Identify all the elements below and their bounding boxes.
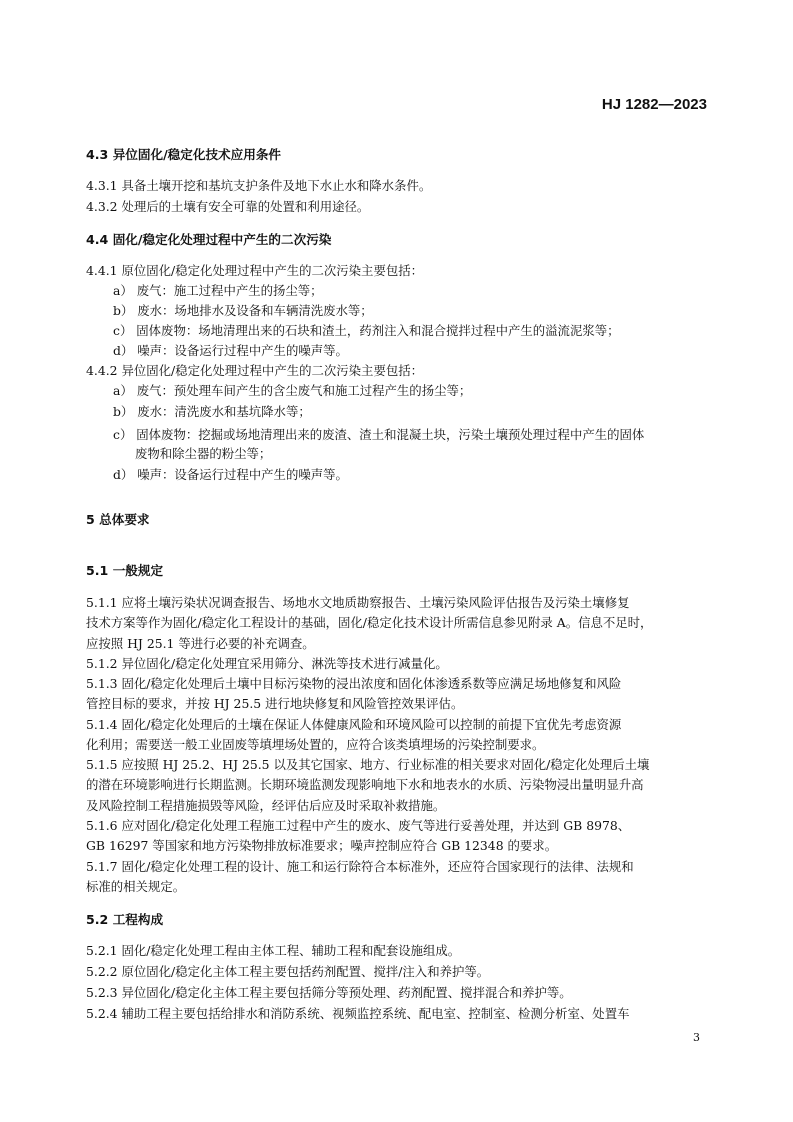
section-heading: 4.4 固化/稳定化处理过程中产生的二次污染 (86, 232, 332, 247)
section-heading: 5.2 工程构成 (86, 912, 164, 927)
clause-line: 5.1.3 固化/稳定化处理后土壤中目标污染物的浸出浓度和固化体渗透系数等应满足场地修复和风险 (86, 676, 622, 691)
list-item: d） 噪声：设备运行过程中产生的噪声等。 (113, 343, 348, 358)
clause-line: 应按照 HJ 25.1 等进行必要的补充调查。 (86, 636, 315, 651)
clause-line: GB 16297 等国家和地方污染物排放标准要求；噪声控制应符合 GB 12348 的要求。 (86, 838, 558, 853)
clause-line: 4.3.1 具备土壤开挖和基坑支护条件及地下水止水和降水条件。 (86, 178, 432, 193)
clause-line: 5.1.7 固化/稳定化处理工程的设计、施工和运行除符合本标准外，还应符合国家现行的法律、法规和 (86, 859, 634, 874)
clause-line: 技术方案等作为固化/稳定化工程设计的基础，固化/稳定化技术设计所需信息参见附录 A。信息不足时， (86, 615, 653, 630)
clause-line: 5.2.1 固化/稳定化处理工程由主体工程、辅助工程和配套设施组成。 (86, 943, 461, 958)
clause-line: 5.1.5 应按照 HJ 25.2、HJ 25.5 以及其它国家、地方、行业标准的相关要求对固化/稳定化处理后土壤 (86, 757, 650, 772)
clause-line: 及风险控制工程措施损毁等风险，经评估后应及时采取补救措施。 (86, 798, 446, 813)
chapter-heading: 5 总体要求 (86, 512, 150, 527)
clause-line: 5.2.2 原位固化/稳定化主体工程主要包括药剂配置、搅拌/注入和养护等。 (86, 964, 490, 979)
list-item: b） 废水：场地排水及设备和车辆清洗废水等； (113, 303, 373, 318)
clause-line: 4.4.1 原位固化/稳定化处理过程中产生的二次污染主要包括： (86, 263, 424, 278)
list-item: b） 废水：清洗废水和基坑降水等； (113, 404, 311, 419)
clause-line: 管控目标的要求，并按 HJ 25.5 进行地块修复和风险管控效果评估。 (86, 696, 464, 711)
list-item-continuation: 废物和除尘器的粉尘等； (135, 446, 272, 461)
standard-number: HJ 1282—2023 (601, 96, 707, 113)
clause-line: 标准的相关规定。 (86, 879, 186, 894)
clause-line: 化利用；需要送一般工业固废等填埋场处置的，应符合该类填埋场的污染控制要求。 (86, 737, 545, 752)
clause-line: 5.1.2 异位固化/稳定化处理宜采用筛分、淋洗等技术进行减量化。 (86, 656, 448, 671)
list-item: a） 废气：预处理车间产生的含尘废气和施工过程产生的扬尘等； (113, 383, 472, 398)
page-number: 3 (693, 1031, 700, 1044)
clause-line: 5.2.4 辅助工程主要包括给排水和消防系统、视频监控系统、配电室、控制室、检测分析室、处置车 (86, 1006, 630, 1021)
clause-line: 4.4.2 异位固化/稳定化处理过程中产生的二次污染主要包括： (86, 363, 424, 378)
clause-line: 5.1.4 固化/稳定化处理后的土壤在保证人体健康风险和环境风险可以控制的前提下宜优先考虑资源 (86, 717, 622, 732)
list-item: c） 固体废物：挖掘或场地清理出来的废渣、渣土和混凝土块，污染土壤预处理过程中产生的固体 (113, 427, 645, 442)
list-item: a） 废气：施工过程中产生的扬尘等； (113, 283, 323, 298)
clause-line: 5.2.3 异位固化/稳定化主体工程主要包括筛分等预处理、药剂配置、搅拌混合和养护等。 (86, 985, 572, 1000)
clause-line: 的潜在环境影响进行长期监测。长期环境监测发现影响地下水和地表水的水质、污染物浸出量明显升高 (86, 777, 644, 792)
section-heading: 5.1 一般规定 (86, 563, 164, 578)
section-heading: 4.3 异位固化/稳定化技术应用条件 (86, 147, 282, 162)
clause-line: 5.1.6 应对固化/稳定化处理工程施工过程中产生的废水、废气等进行妥善处理，并达到 GB 8978、 (86, 818, 631, 833)
list-item: c） 固体废物：场地清理出来的石块和渣土，药剂注入和混合搅拌过程中产生的溢流泥浆等； (113, 323, 620, 338)
list-item: d） 噪声：设备运行过程中产生的噪声等。 (113, 467, 348, 482)
clause-line: 4.3.2 处理后的土壤有安全可靠的处置和利用途径。 (86, 199, 370, 214)
clause-line: 5.1.1 应将土壤污染状况调查报告、场地水文地质勘察报告、土壤污染风险评估报告及污染土壤修复 (86, 595, 630, 610)
